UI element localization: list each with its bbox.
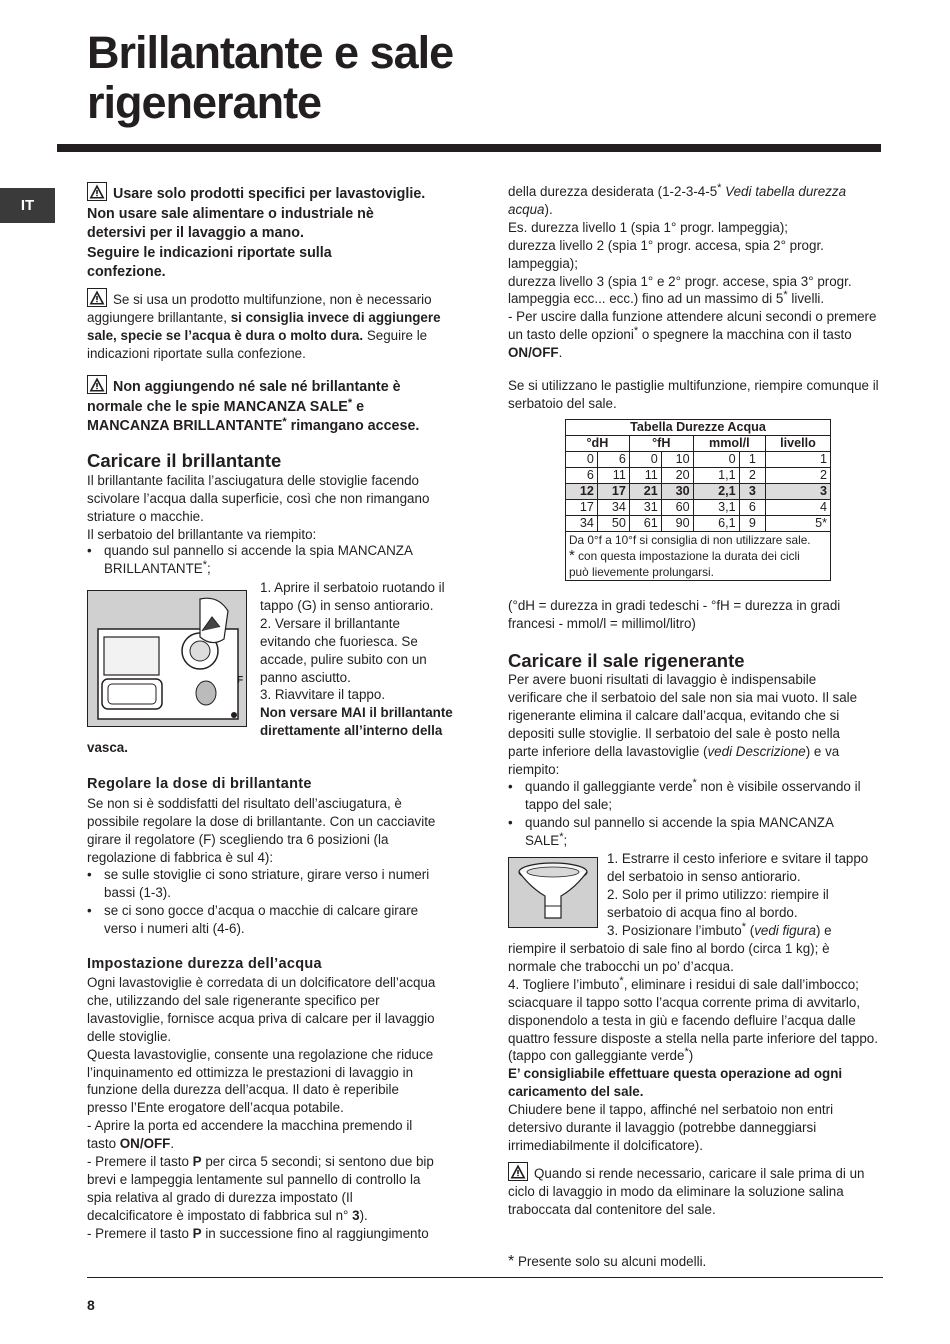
bullet-text: se ci sono gocce d’acqua o macchie di calcare girare — [104, 903, 419, 918]
title-rule — [57, 144, 881, 152]
table-cell: 3,1 — [693, 500, 739, 516]
rinse-aid-bullet-cont — [104, 560, 211, 578]
paragraph-line: durezza livello 3 (spia 1° e 2° progr. accese, spia 3° progr. — [508, 273, 852, 289]
warning-3-text: e — [352, 398, 365, 415]
rinse-aid-bullet — [87, 542, 413, 560]
paragraph-line: riempire il serbatoio di sale fino al bordo (circa 1 kg); è — [508, 941, 830, 956]
step-line: tappo (G) in senso antiorario. — [260, 597, 434, 613]
table-cell: 34 — [597, 500, 629, 516]
asterisk: * — [508, 1253, 515, 1270]
step-line: 3. Posizionare l’imbuto — [607, 922, 742, 938]
paragraph-line: Per avere buoni risultati di lavaggio è indispensabile — [508, 672, 817, 687]
table-cell: 2 — [739, 468, 765, 484]
paragraph-line: scivolare l’acqua dalla superficie, così che non rimangano — [87, 490, 430, 506]
bullet-text: quando sul pannello si accende la spia MANCANZA — [525, 815, 834, 830]
paragraph-line: serbatoio del sale. — [508, 395, 617, 411]
paragraph-line: - Aprire la porta ed accendere la macchina premendo il — [87, 1118, 413, 1134]
step-line: evitando che fuoriesca. Se — [260, 633, 418, 649]
paragraph-line: per circa 5 secondi; si sentono due bip — [201, 1154, 434, 1170]
warning-icon — [87, 288, 107, 307]
asterisk: * — [684, 1046, 689, 1059]
paragraph-line: possibile regolare la dose di brillantante. Con un cacciavite — [87, 813, 436, 829]
link-reference: acqua — [508, 201, 545, 217]
paragraph-line: tasto — [87, 1136, 120, 1152]
paragraph-line: , eliminare i residui di sale dall’imbocco; — [623, 976, 859, 992]
table-header: mmol/l — [693, 436, 765, 452]
dose-bullet-1 — [87, 866, 430, 900]
paragraph-line: un tasto delle opzioni — [508, 327, 634, 343]
asterisk: * — [619, 974, 624, 987]
asterisk: * — [559, 831, 564, 843]
section-title-water-hardness: Impostazione durezza dell’acqua — [87, 956, 322, 972]
warning-2-text: Se si usa un prodotto multifunzione, non è necessario — [113, 292, 432, 307]
table-note — [566, 532, 831, 581]
paragraph-line: lampeggia ecc... ecc.) fino ad un massimo di 5 — [508, 291, 784, 307]
table-cell: 11 — [629, 468, 661, 484]
paragraph-line: Se non si è soddisfatti del risultato dell’asciugatura, è — [87, 796, 402, 811]
paragraph-line: funzione della durezza dell’acqua. Il dato è reperibile — [87, 1082, 399, 1098]
table-cell: 0 — [629, 452, 661, 468]
table-cell: 17 — [597, 484, 629, 500]
salt-steps — [607, 850, 868, 940]
bullet: • — [508, 815, 513, 830]
table-legend — [508, 597, 840, 633]
warning-1-line: Usare solo prodotti specifici per lavastoviglie. — [113, 186, 426, 202]
step-line: ) e — [815, 922, 832, 938]
asterisk: * — [202, 559, 207, 571]
paragraph-line: - Per uscire dalla funzione attendere alcuni secondi o premere — [508, 309, 877, 325]
paragraph-line: l’inquinamento ed ottimizza le prestazioni di lavaggio in — [87, 1064, 414, 1080]
warning-4-text: ciclo di lavaggio in modo da eliminare la soluzione salina — [508, 1183, 844, 1199]
paragraph-line: Es. durezza livello 1 (spia 1° progr. lampeggia); — [508, 219, 788, 235]
table-header-row — [566, 436, 831, 452]
asterisk: * — [741, 920, 746, 933]
table-cell: 30 — [661, 484, 693, 500]
warning-block-3 — [87, 375, 419, 437]
multifunction-note — [508, 377, 879, 413]
table-cell: 6 — [597, 452, 629, 468]
step-line: 2. Versare il brillantante — [260, 615, 400, 631]
paragraph-line: - Premere il tasto — [87, 1154, 193, 1170]
paragraph-line: brevi e lampeggia lentamente sul pannello di controllo la — [87, 1171, 421, 1187]
table-cell: 17 — [566, 500, 598, 516]
asterisk: * — [569, 547, 575, 564]
table-cell: 6 — [566, 468, 598, 484]
paragraph-line: (tappo con galleggiante verde — [508, 1048, 685, 1064]
table-title: Tabella Durezze Acqua — [566, 420, 831, 436]
table-cell: 3 — [739, 484, 765, 500]
warning-block-1 — [87, 182, 425, 283]
salt-bullet-1 — [508, 777, 861, 812]
table-cell: 6,1 — [693, 516, 739, 532]
step-line: accade, pulire subito con un — [260, 651, 427, 667]
table-cell: 9 — [739, 516, 765, 532]
water-hardness-continued — [508, 183, 876, 362]
paragraph-line: ) — [688, 1048, 694, 1064]
warning-1-line: Non usare sale alimentare o industriale nè — [87, 205, 374, 222]
warning-3-text: Non aggiungendo né sale né brillantante è — [113, 379, 401, 395]
footnote — [508, 1253, 706, 1271]
warning-2-text: aggiungere brillantante, — [87, 309, 231, 325]
table-row — [566, 468, 831, 484]
paragraph-line: (°dH = durezza in gradi tedeschi - °fH = durezza in gradi — [508, 598, 841, 613]
bullet-text: ; — [207, 561, 211, 576]
table-cell: 12 — [566, 484, 598, 500]
warning-3-text: rimangano accese. — [286, 418, 420, 434]
table-cell: 0 — [566, 452, 598, 468]
table-cell: 2 — [765, 468, 830, 484]
table-cell: 31 — [629, 500, 661, 516]
paragraph-line: riempito: — [508, 761, 560, 777]
bullet-text-part: quando il galleggiante verde — [525, 779, 693, 794]
asterisk: * — [282, 416, 287, 428]
p-key-label: P — [192, 1154, 202, 1170]
paragraph-line: verificare che il serbatoio del sale non sia mai vuoto. Il sale — [508, 689, 858, 705]
bullet-text-part: SALE — [525, 833, 560, 848]
link-reference: vedi Descrizione — [707, 743, 806, 759]
section-title-dose: Regolare la dose di brillantante — [87, 776, 312, 792]
warning-2-bold: si consiglia invece di aggiungere — [230, 309, 441, 325]
paragraph-line: Se si utilizzano le pastiglie multifunzione, riempire comunque il — [508, 378, 879, 393]
bullet-text — [525, 778, 861, 796]
page-title — [87, 28, 453, 128]
table-cell: 0 — [693, 452, 739, 468]
section-title-salt: Caricare il sale rigenerante — [508, 650, 745, 671]
table-cell: 2,1 — [693, 484, 739, 500]
link-reference: Vedi tabella durezza — [721, 184, 847, 199]
paragraph-line: regolazione di fabbrica è sul 4): — [87, 849, 274, 865]
warning-2-text: indicazioni riportate sulla confezione. — [87, 345, 306, 361]
bullet-text-part: ; — [563, 833, 568, 848]
section-title-rinse-aid: Caricare il brillantante — [87, 450, 282, 471]
water-hardness-table — [565, 419, 831, 581]
paragraph-line: . — [558, 345, 563, 361]
table-cell: 90 — [661, 516, 693, 532]
table-header: livello — [765, 436, 830, 452]
bullet-text: verso i numeri alti (4-6). — [104, 920, 245, 936]
paragraph-line: spia relativa al grado di durezza impostato (Il — [87, 1189, 353, 1205]
bullet-text: BRILLANTANTE — [104, 561, 203, 576]
bullet: • — [87, 903, 92, 918]
warning-3-text: MANCANZA BRILLANTANTE — [87, 418, 283, 434]
warning-1-line: detersivi per il lavaggio a mano. — [87, 225, 304, 241]
page-number: 8 — [87, 1297, 95, 1313]
water-hardness-text — [87, 974, 435, 1243]
salt-bullet-2 — [508, 814, 834, 848]
paragraph-line: ) e va — [805, 743, 840, 759]
step-line: serbatoio di acqua fino al bordo. — [607, 904, 798, 920]
paragraph-line: . — [170, 1136, 175, 1152]
language-tab: IT — [0, 188, 55, 223]
table-cell: 5* — [765, 516, 830, 532]
paragraph-line: della durezza desiderata (1-2-3-4-5 — [508, 184, 718, 199]
bullet-text-part: non è visibile osservando il — [696, 779, 861, 794]
rinse-aid-dispenser-figure — [87, 590, 247, 727]
table-cell: 60 — [661, 500, 693, 516]
table-cell: 34 — [566, 516, 598, 532]
table-cell: 50 — [597, 516, 629, 532]
paragraph-line: - Premere il tasto — [87, 1225, 193, 1241]
bullet-text: se sulle stoviglie ci sono striature, girare verso i numeri — [104, 867, 430, 882]
warning-icon — [508, 1162, 528, 1181]
salt-intro — [508, 671, 857, 778]
paragraph-line: girare il regolatore (F) scegliendo tra 6 posizioni (la — [87, 831, 389, 847]
page-title-line2: rigenerante — [87, 77, 322, 128]
warning-1-line: confezione. — [87, 264, 166, 280]
bullet: • — [87, 543, 92, 558]
rinse-aid-steps — [260, 579, 453, 740]
paragraph-line: lampeggia); — [508, 255, 578, 271]
warning-4-text: traboccata dal contenitore del sale. — [508, 1201, 716, 1217]
table-cell: 3 — [765, 484, 830, 500]
paragraph-line: Questa lavastoviglie, consente una regolazione che riduce — [87, 1046, 434, 1062]
bullet-text — [525, 832, 567, 850]
bullet-text: tappo del sale; — [525, 797, 613, 812]
paragraph-line: rigenerante elimina il calcare dall’acqua, evitando che si — [508, 707, 840, 723]
paragraph-line: Il serbatoio del brillantante va riempito: — [87, 526, 317, 542]
table-note-line: con questa impostazione la durata dei cicli — [574, 549, 800, 563]
step-line: panno asciutto. — [260, 669, 351, 685]
onoff-label: ON/OFF — [119, 1136, 171, 1152]
table-cell: 4 — [765, 500, 830, 516]
dose-text — [87, 795, 435, 867]
asterisk: * — [717, 182, 722, 194]
salt-advice-bold: caricamento del sale. — [508, 1084, 644, 1100]
step-line: 3. Riavvitare il tappo. — [260, 687, 386, 703]
table-row — [566, 500, 831, 516]
table-cell: 1 — [765, 452, 830, 468]
salt-advice-bold: E’ consigliabile effettuare questa operazione ad ogni — [508, 1066, 843, 1082]
asterisk: * — [633, 325, 639, 338]
bottom-rule — [87, 1277, 883, 1278]
paragraph-line: irrimediabilmente il dolcificatore). — [508, 1137, 703, 1153]
warning-block-2 — [87, 288, 441, 363]
warning-4-text: Quando si rende necessario, caricare il sale prima di un — [534, 1166, 865, 1181]
table-cell: 20 — [661, 468, 693, 484]
table-note-line: Da 0°f a 10°f si consiglia di non utilizzare sale. — [569, 533, 811, 547]
warning-block-4 — [508, 1162, 864, 1219]
table-cell: 1 — [739, 452, 765, 468]
footnote-text: Presente solo su alcuni modelli. — [514, 1254, 707, 1269]
bullet-text: bassi (1-3). — [104, 884, 171, 900]
table-cell: 6 — [739, 500, 765, 516]
paragraph-line: francesi - mmol/l = millimol/litro) — [508, 615, 696, 631]
step-warning-end: vasca. — [87, 740, 128, 755]
figure-label-f: F — [237, 675, 244, 686]
warning-2-bold: sale, specie se l’acqua è dura o molto dura. — [87, 327, 364, 343]
step-line: 1. Aprire il serbatoio ruotando il — [260, 580, 445, 595]
table-cell: 1,1 — [693, 468, 739, 484]
asterisk: * — [347, 396, 353, 409]
warning-1-line: Seguire le indicazioni riportate sulla — [87, 244, 332, 261]
table-cell: 10 — [661, 452, 693, 468]
table-title-row — [566, 420, 831, 436]
bullet: • — [87, 867, 92, 882]
paragraph-line: striature o macchie. — [87, 508, 204, 524]
bullet-text: quando sul pannello si accende la spia MANCANZA — [104, 543, 413, 558]
step-warning: direttamente all’interno della — [260, 723, 443, 739]
table-header: °fH — [629, 436, 693, 452]
paragraph-line: che, utilizzando del sale rigenerante specifico per — [87, 992, 380, 1008]
step-line: 2. Solo per il primo utilizzo: riempire il — [607, 886, 829, 902]
table-cell: 11 — [597, 468, 629, 484]
step-warning: Non versare MAI il brillantante — [260, 705, 453, 721]
asterisk: * — [692, 777, 697, 789]
paragraph-line: quattro fessure disposte a stella nella parte inferiore del tappo. — [508, 1030, 878, 1046]
dose-bullet-2 — [87, 902, 419, 936]
warning-icon — [87, 375, 107, 394]
paragraph-line: 4. Togliere l’imbuto — [508, 976, 620, 992]
step-line: 1. Estrarre il cesto inferiore e svitare il tappo — [607, 851, 869, 866]
paragraph-line: in successione fino al raggiungimento — [201, 1225, 429, 1241]
table-cell: 21 — [629, 484, 661, 500]
paragraph-line: Il brillantante facilita l’asciugatura delle stoviglie facendo — [87, 473, 419, 488]
salt-steps-continued — [508, 940, 878, 1155]
warning-icon — [87, 182, 107, 201]
p-key-label: P — [192, 1225, 202, 1241]
table-row-highlighted — [566, 484, 831, 500]
paragraph-line: parte inferiore della lavastoviglie ( — [508, 743, 708, 759]
asterisk: * — [783, 289, 788, 302]
page-title-line1: Brillantante e sale — [87, 27, 454, 78]
paragraph-line: livelli. — [787, 291, 825, 307]
factory-level: 3 — [352, 1207, 360, 1223]
table-cell: 61 — [629, 516, 661, 532]
paragraph-line: depositi sulle stoviglie. Il serbatoio del sale è posto nella — [508, 725, 840, 741]
paragraph-line: ). — [359, 1207, 368, 1223]
step-line: ( — [746, 922, 755, 938]
table-header: °dH — [566, 436, 630, 452]
onoff-label: ON/OFF — [508, 345, 559, 361]
warning-2-text: Seguire le — [363, 327, 428, 343]
warning-3-text: normale che le spie MANCANZA SALE — [87, 398, 348, 415]
paragraph-line: presso l’Ente erogatore dell’acqua potabile. — [87, 1100, 344, 1116]
paragraph-line: Ogni lavastoviglie è corredata di un dolcificatore dell’acqua — [87, 975, 436, 990]
bullet: • — [508, 779, 513, 794]
table-note-line: può lievemente prolungarsi. — [569, 565, 714, 579]
step-line: del serbatoio in senso antiorario. — [607, 868, 801, 884]
paragraph-line: sciacquare il tappo sotto l’acqua corrente prima di avvitarlo, — [508, 994, 861, 1010]
paragraph-line: detersivo durante il lavaggio (potrebbe danneggiarsi — [508, 1120, 817, 1136]
paragraph-line: delle stoviglie. — [87, 1028, 172, 1044]
table-row — [566, 452, 831, 468]
paragraph-line: normale che trabocchi un po’ d’acqua. — [508, 958, 734, 974]
paragraph-line: o spegnere la macchina con il tasto — [638, 327, 852, 343]
paragraph-line: durezza livello 2 (spia 1° progr. accesa, spia 2° progr. — [508, 237, 824, 253]
paragraph-line: Chiudere bene il tappo, affinché nel serbatoio non entri — [508, 1102, 834, 1118]
paragraph-line: lavastoviglie, fornisce acqua priva di calcare per il lavaggio — [87, 1010, 435, 1026]
salt-funnel-figure — [508, 857, 598, 928]
paragraph-line: disponendolo a testa in giù e facendo defluire l’acqua dalle — [508, 1012, 856, 1028]
rinse-aid-intro — [87, 472, 429, 544]
paragraph-line: ). — [544, 201, 553, 217]
link-reference: vedi figura — [754, 922, 816, 938]
table-note-row — [566, 532, 831, 581]
table-row — [566, 516, 831, 532]
paragraph-line: decalcificatore è impostato di fabbrica sul n° — [87, 1207, 353, 1223]
